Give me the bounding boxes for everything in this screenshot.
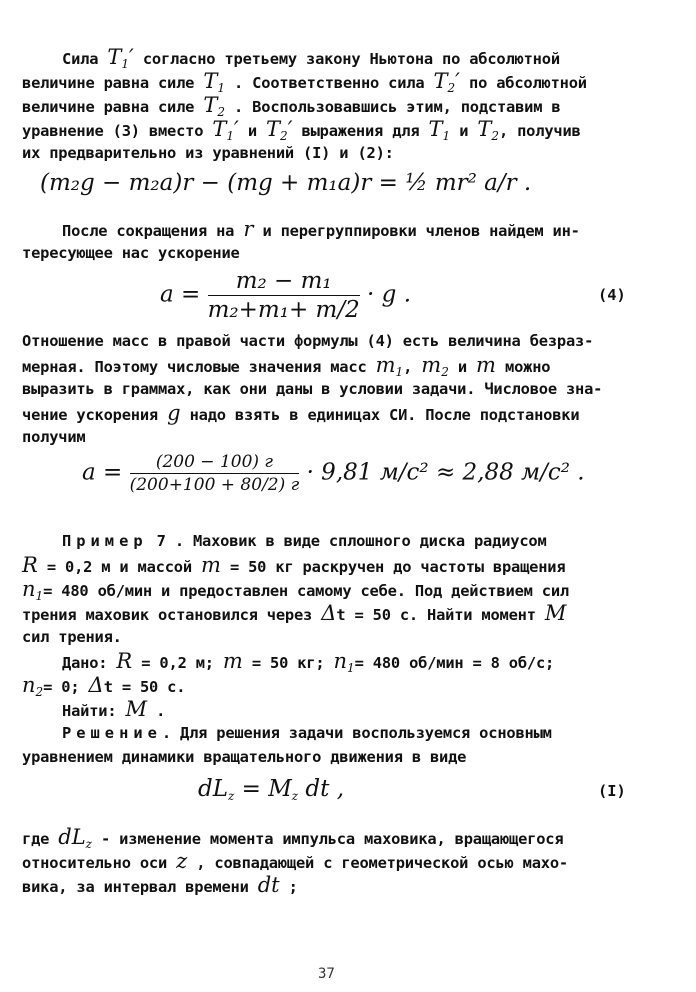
p4-line3: вика, за интервал времени dt ;	[22, 873, 298, 897]
p3-line3: выразить в граммах, как они даны в условии задачи. Числовое зна-	[22, 380, 603, 398]
given-line1: Дано: R = 0,2 м; m = 50 кг; $n_1= 480$ об/мин = 8 об/с;	[62, 649, 555, 675]
page-number: 37	[318, 966, 335, 982]
given-line2: $n_2= 0$; Δt = 50 с.	[22, 673, 186, 699]
p1-line3: величине равна силе $T_2$ . Воспользовавшись этим, подставим в	[22, 93, 561, 119]
find-line: Найти: M .	[62, 697, 166, 721]
example-7-line1: Пример 7 . Маховик в виде сплошного диска радиусом	[62, 532, 547, 550]
p1-line5: их предварительно из уравнений (I) и (2):	[22, 144, 394, 162]
equation-5: a = $\frac{(200 - 100) г}{(200+100 + 80/2) г}$ · 9,81 м/с² ≈ 2,88 м/с² .	[82, 452, 585, 495]
p3-line5: получим	[22, 428, 86, 446]
equation-I: $dL_z = M_z$ dt ,	[198, 776, 345, 803]
p2-line1: После сокращения на r и перегруппировки членов найдем ин-	[62, 217, 580, 241]
p4-line2: относительно оси z , совпадающей с геометрической осью махо-	[22, 849, 568, 873]
equation-number-4: (4)	[598, 286, 626, 304]
example-7-line4: трения маховик остановился через Δt = 50 с. Найти момент M	[22, 601, 567, 625]
example-7-line3: $n_1= 480$ об/мин и предоставлен самому себе. Под действием сил	[22, 577, 569, 603]
p1-line1: Сила $T_1'$ согласно третьему закону Ньютона по абсолютной	[62, 45, 560, 71]
p3-line4: чение ускорения g надо взять в единицах СИ. После подстановки	[22, 401, 580, 425]
p3-line1: Отношение масс в правой части формулы (4) есть величина безраз-	[22, 332, 594, 350]
p1-line2: величине равна силе $T_1$ . Соответственно сила $T_2'$ по абсолютной	[22, 69, 587, 95]
solution-line1: Решение. Для решения задачи воспользуемся основным	[62, 724, 552, 742]
p1-line4: уравнение (3) вместо $T_1'$ и $T_2'$ выражения для $T_1$ и $T_2$, получив	[22, 117, 581, 143]
equation-3: (m₂g − m₂a)r − (mg + m₁a)r = ½ mr² a/r .	[40, 170, 532, 196]
equation-4: a = $\frac{\text{m₂ − m₁}}{\text{m₂+m₁+ m/2}}$ · g .	[160, 268, 411, 323]
p3-line2: мерная. Поэтому числовые значения масс $m_1$, $m_2$ и m можно	[22, 353, 551, 379]
p2-line2: тересующее нас ускорение	[22, 244, 240, 262]
equation-number-I: (I)	[598, 782, 626, 800]
example-7-line5: сил трения.	[22, 628, 122, 646]
p4-line1: где $dL_z$ - изменение момента импульса маховика, вращающегося	[22, 825, 564, 851]
example-7-line2: R = 0,2 м и массой m = 50 кг раскручен до частоты вращения	[22, 553, 566, 577]
solution-line2: уравнением динамики вращательного движения в виде	[22, 748, 467, 766]
